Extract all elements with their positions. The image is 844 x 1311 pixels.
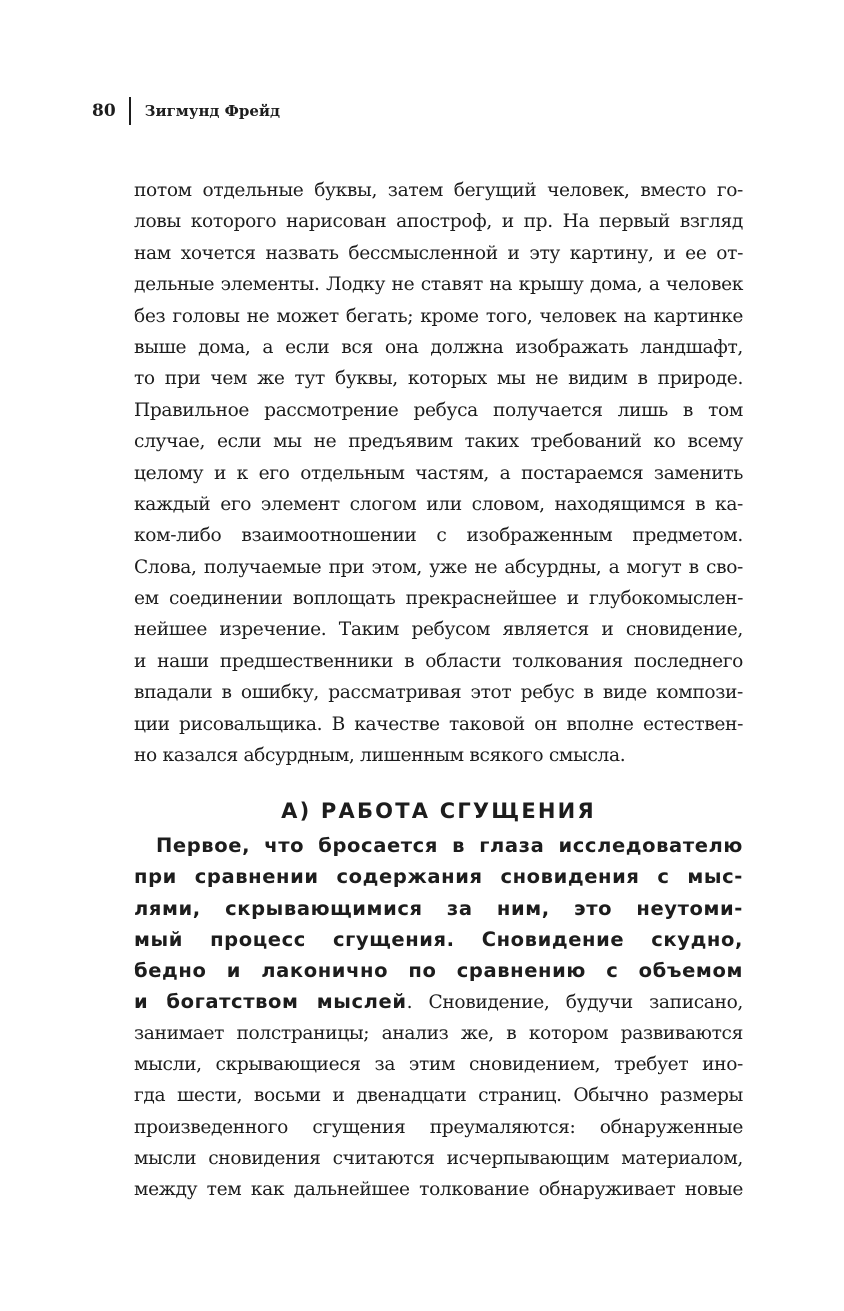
text-line: и наши предшественники в области толкования последнего [134,650,743,672]
text-line: гда шести, восьми и двенадцати страниц. Обычно размеры [134,1085,743,1107]
text-line: Правильное рассмотрение ребуса получается лишь в том [134,399,743,421]
text-line: ловы которого нарисован апостроф, и пр. На первый взгляд [134,211,743,233]
text-line: каждый его элемент слогом или словом, находящимся в ка- [134,493,743,515]
text-line: случае, если мы не предъявим таких требований ко всему [134,431,743,453]
text-line: то при чем же тут буквы, которых мы не видим в природе. [134,368,743,390]
text-line: нейшее изречение. Таким ребусом является и сновидение, [134,619,743,641]
text-line: без головы не может бегать; кроме того, человек на картинке [134,305,743,327]
text-line: потом отдельные буквы, затем бегущий человек, вместо го- [134,180,743,201]
bold-text-line: Первое, что бросается в глаза исследователю [156,834,743,857]
text-line: выше дома, а если вся она должна изображать ландшафт, [134,336,743,358]
text-line: но казался абсурдным, лишенным всякого смысла. [134,745,626,767]
page-header [92,96,280,126]
bold-text-line: бедно и лаконично по сравнению с объемом [134,959,743,983]
running-head-author: Зигмунд Фрейд [144,102,281,120]
paragraph-rebus [134,175,743,771]
text-line: ком-либо взаимоотношении с изображенным предметом. [134,525,743,547]
text-line: ции рисовальщика. В качестве таковой он вполне естествен- [134,713,743,735]
mixed-text-line [134,986,743,1017]
bold-text-line: лями, скрывающимися за ним, это неутоми- [134,896,743,920]
bold-run: и богатством мыслей [134,990,407,1014]
text-line: целому и к его отдельным частям, а постараемся заменить [134,462,743,484]
regular-run: . Сновидение, будучи записано, [406,992,743,1014]
text-line: занимает полстраницы; анализ же, в котором развиваются [134,1022,743,1044]
text-line: дельные элементы. Лодку не ставят на крышу дома, а человек [134,274,743,296]
page-number: 80 [92,101,116,121]
bold-text-line: при сравнении содержания сновидения с мыс- [134,865,743,889]
text-line: мысли, скрывающиеся за этим сновидением, требует ино- [134,1054,743,1076]
text-line: впадали в ошибку, рассматривая этот ребус в виде компози- [134,682,743,704]
text-line: нам хочется назвать бессмысленной и эту картину, и ее от- [134,242,743,264]
bold-text-line: мый процесс сгущения. Сновидение скудно, [134,927,743,951]
text-line: мысли сновидения считаются исчерпывающим материалом, [134,1147,743,1169]
text-line: ем соединении воплощать прекраснейшее и глубокомыслен- [134,588,743,610]
section-heading: А) РАБОТА СГУЩЕНИЯ [281,799,596,823]
paragraph-condensation [134,830,743,1206]
text-line: Слова, получаемые при этом, уже не абсурдны, а могут в сво- [134,556,743,578]
header-divider [129,97,131,125]
text-line: произведенного сгущения преумаляются: обнаруженные [134,1116,743,1138]
text-line: между тем как дальнейшее толкование обнаруживает новые [134,1179,743,1201]
